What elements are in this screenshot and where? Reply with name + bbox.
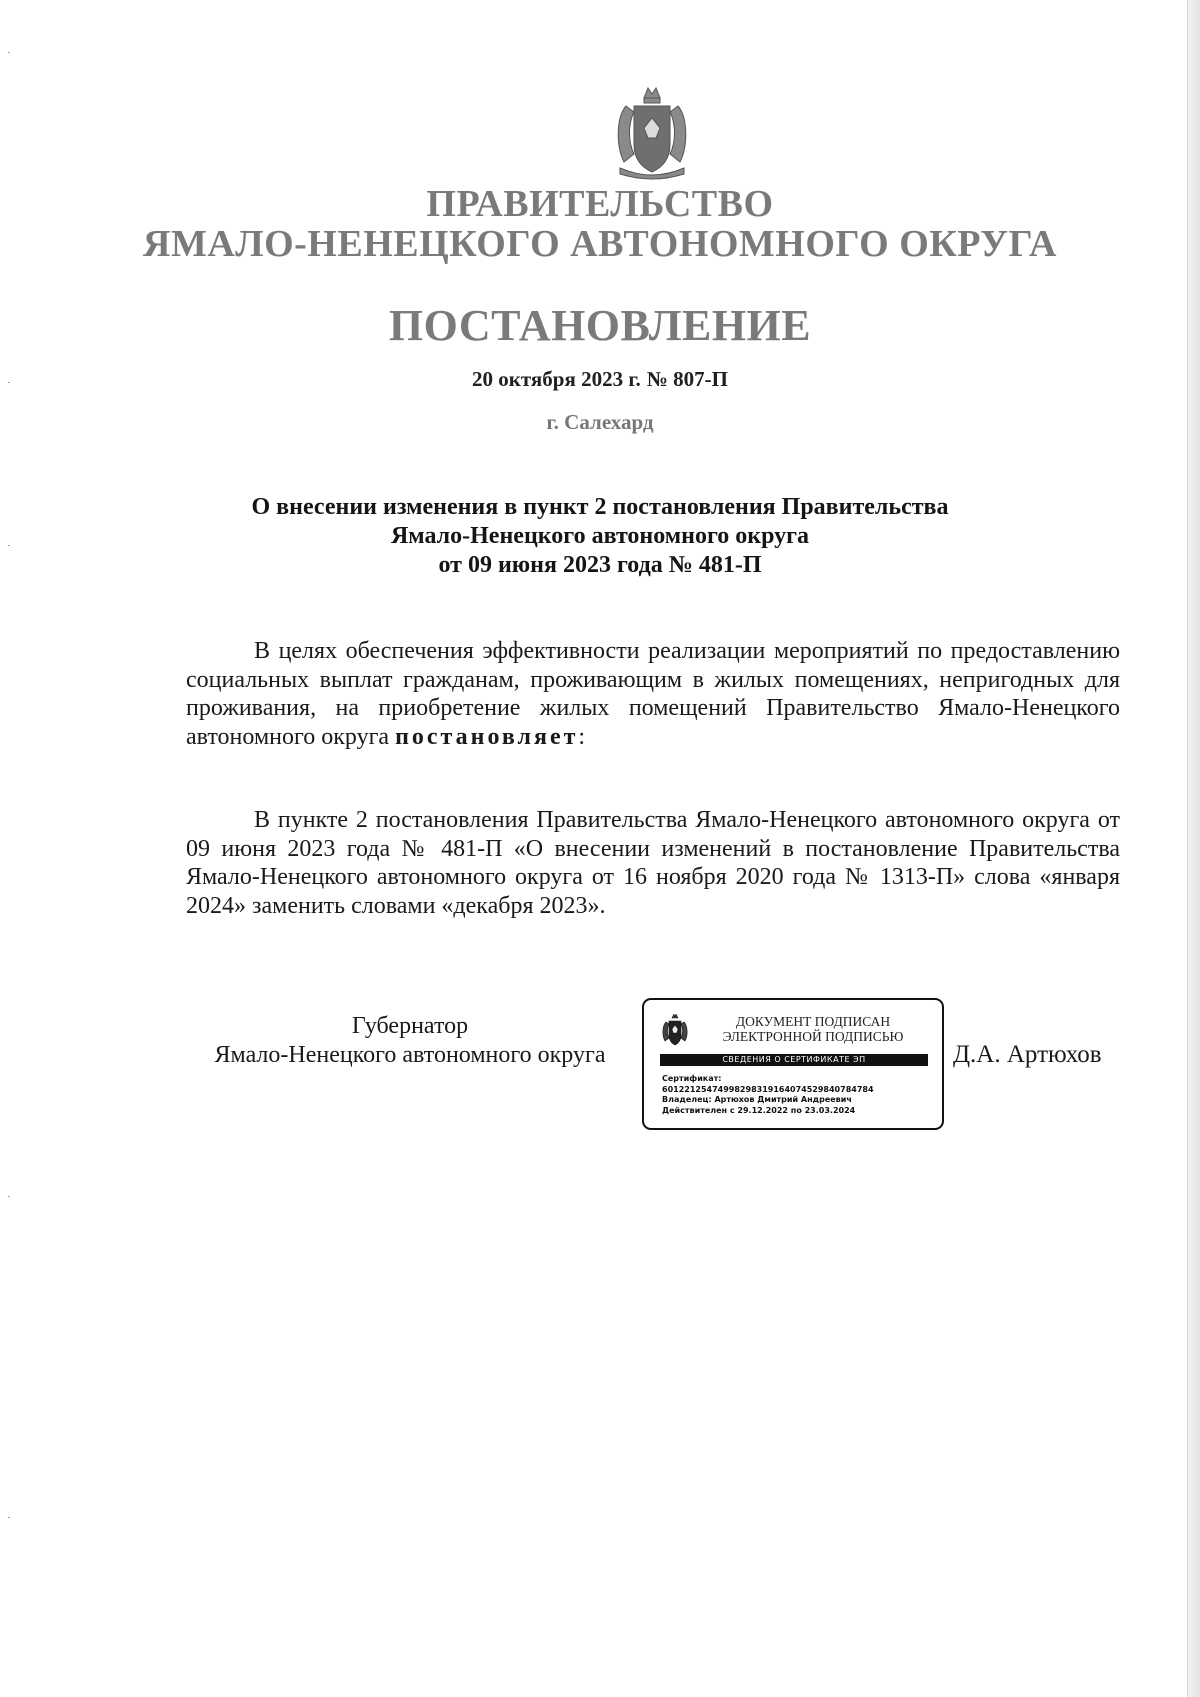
document-number: № 807-П (646, 367, 728, 391)
certificate-validity: Действителен с 29.12.2022 по 23.03.2024 (662, 1105, 856, 1115)
stamp-title-line: ДОКУМЕНТ ПОДПИСАН (735, 1014, 891, 1029)
document-type: ПОСТАНОВЛЕНИЕ (388, 301, 812, 350)
certificate-label: Сертификат: (662, 1074, 722, 1083)
title-line: О внесении изменения в пункт 2 постановления Правительства (251, 494, 949, 520)
signatory-region: Ямало-Ненецкого автономного округа (214, 1042, 606, 1068)
decree-word: постановляет (395, 723, 579, 750)
scan-speck (8, 1517, 10, 1518)
document-date: 20 октября 2023 г. (472, 367, 641, 391)
scan-speck (8, 52, 10, 53)
certificate-owner: Владелец: Артюхов Дмитрий Андреевич (662, 1095, 852, 1104)
operative-paragraph: В пункте 2 постановления Правительства Ямало-Ненецкого автономного округа от 09 июня 2023 года № 481-П «О внесении изменений в постановление Правительства Ямало-Ненецкого автономного округа от 16 ноября 2020 года № 1313-П» слова «января 2024» заменить словами «декабря 2023». (186, 807, 1120, 919)
preamble-paragraph (186, 637, 1120, 751)
signatory-title: Губернатор (351, 1013, 469, 1039)
decree-colon: : (578, 723, 586, 750)
document-date-number (0, 367, 1200, 392)
stamp-details (662, 1074, 938, 1116)
org-name-line2: ЯМАЛО-НЕНЕЦКОГО АВТОНОМНОГО ОКРУГА (143, 223, 1057, 265)
signatory-name: Д.А. Артюхов (953, 1041, 1102, 1068)
scan-speck (8, 545, 10, 546)
document-city: г. Салехард (546, 410, 654, 434)
scan-speck (8, 1196, 10, 1197)
org-name-line1: ПРАВИТЕЛЬСТВО (426, 183, 774, 225)
stamp-title-line: ЭЛЕКТРОННОЙ ПОДПИСЬЮ (722, 1029, 904, 1044)
stamp-title (688, 1014, 938, 1044)
title-line: Ямало-Ненецкого автономного округа (390, 523, 810, 549)
signatory-position (186, 1012, 634, 1070)
title-line: от 09 июня 2023 года № 481-П (438, 552, 762, 578)
coat-of-arms-icon (662, 1014, 688, 1048)
document-title (150, 493, 1050, 580)
stamp-certificate-bar: СВЕДЕНИЯ О СЕРТИФИКАТЕ ЭП (660, 1054, 928, 1066)
coat-of-arms-icon (614, 84, 690, 182)
certificate-value: 60122125474998298319164074529840784784 (662, 1084, 874, 1094)
preamble-text: В целях обеспечения эффективности реализации мероприятий по предоставлению социальных выплат гражданам, проживающим в жилых помещениях, непригодных для проживания, на приобретение жилых помещений Правительство Ямало-Ненецкого автономного округа (186, 638, 1120, 750)
electronic-signature-stamp (642, 998, 944, 1130)
